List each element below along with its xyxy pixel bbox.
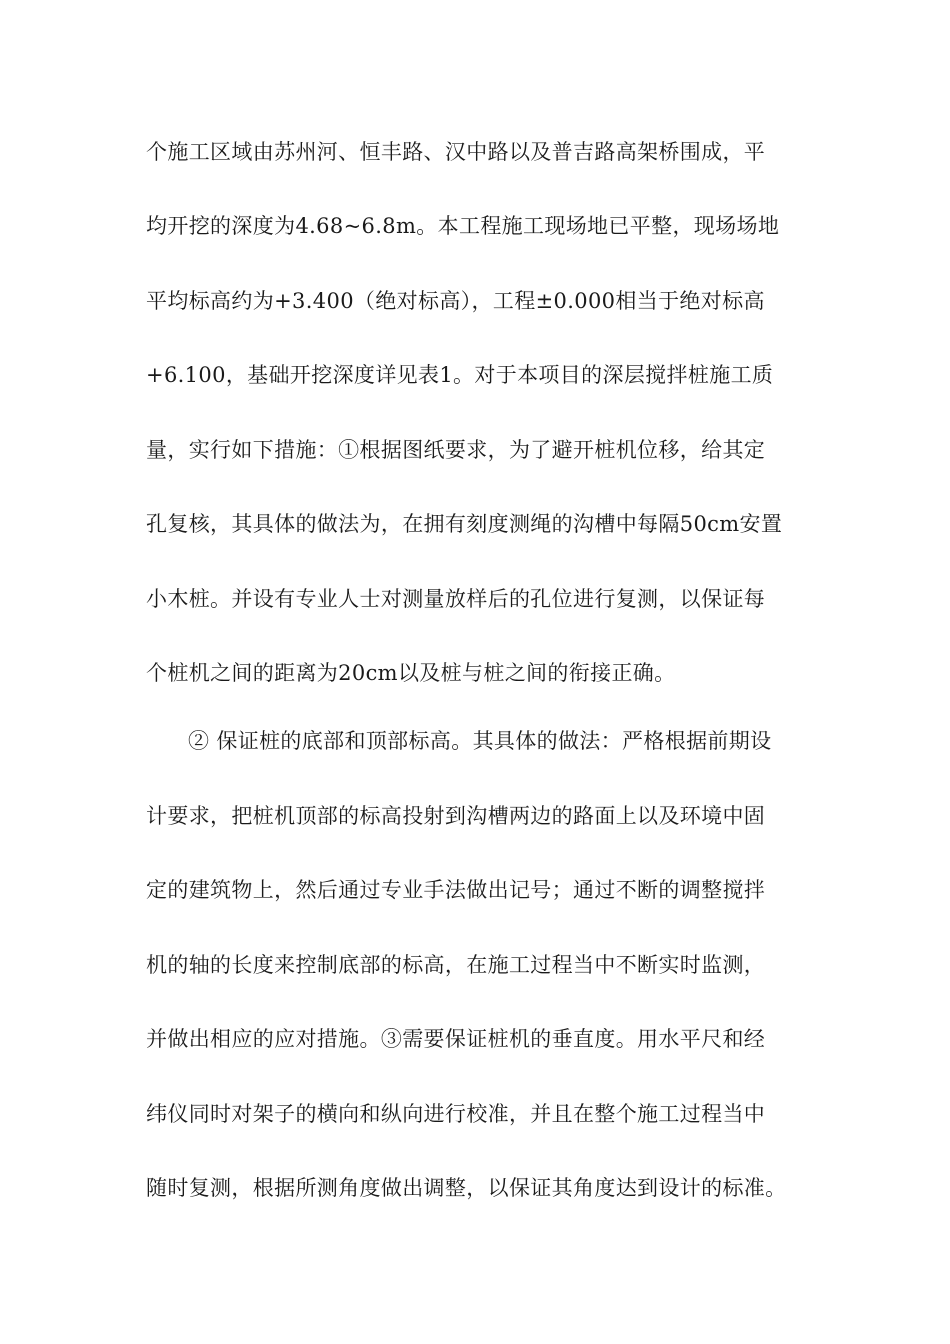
paragraph-line: 随时复测，根据所测角度做出调整，以保证其角度达到设计的标准。 bbox=[146, 1176, 787, 1200]
paragraph-line: 平均标高约为+3.400（绝对标高），工程±0.000相当于绝对标高 bbox=[146, 289, 765, 313]
paragraph-line: 定的建筑物上，然后通过专业手法做出记号；通过不断的调整搅拌 bbox=[146, 878, 766, 902]
paragraph-line: 均开挖的深度为4.68~6.8m。本工程施工现场地已平整，现场场地 bbox=[146, 214, 780, 238]
paragraph-line: 纬仪同时对架子的横向和纵向进行校准，并且在整个施工过程当中 bbox=[146, 1102, 766, 1126]
paragraph-line: 量，实行如下措施：①根据图纸要求，为了避开桩机位移，给其定 bbox=[146, 438, 766, 462]
paragraph-line: 孔复核，其具体的做法为，在拥有刻度测绳的沟槽中每隔50cm安置 bbox=[146, 512, 783, 536]
paragraph-line: ② 保证桩的底部和顶部标高。其具体的做法：严格根据前期设 bbox=[188, 729, 772, 753]
paragraph-line: 个桩机之间的距离为20cm以及桩与桩之间的衔接正确。 bbox=[146, 661, 676, 685]
paragraph-line: 机的轴的长度来控制底部的标高，在施工过程当中不断实时监测， bbox=[146, 953, 766, 977]
paragraph-line: 并做出相应的应对措施。③需要保证桩机的垂直度。用水平尺和经 bbox=[146, 1027, 766, 1051]
paragraph-line: 计要求，把桩机顶部的标高投射到沟槽两边的路面上以及环境中固 bbox=[146, 804, 766, 828]
paragraph-line: 个施工区域由苏州河、恒丰路、汉中路以及普吉路高架桥围成，平 bbox=[146, 140, 766, 164]
paragraph-line: +6.100，基础开挖深度详见表1。对于本项目的深层搅拌桩施工质 bbox=[146, 363, 774, 387]
paragraph-line: 小木桩。并设有专业人士对测量放样后的孔位进行复测，以保证每 bbox=[146, 587, 766, 611]
